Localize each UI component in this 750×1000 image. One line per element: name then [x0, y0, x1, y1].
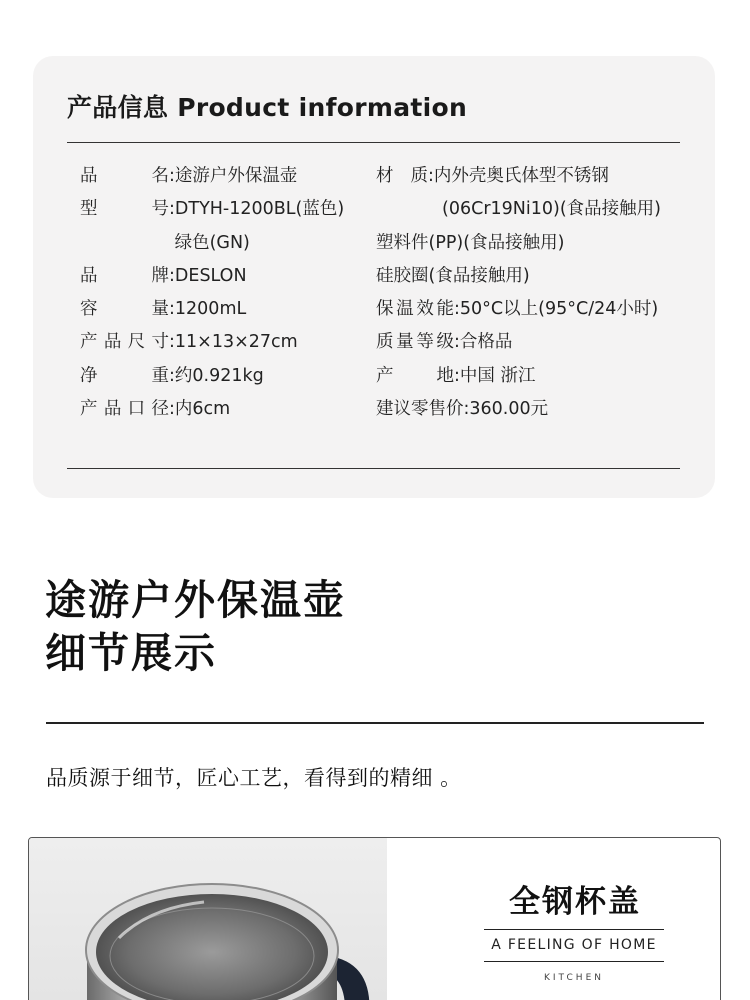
spec-label: 产地	[376, 365, 454, 386]
spec-value: DESLON	[174, 265, 247, 286]
spec-value: DTYH-1200BL(蓝色)	[174, 199, 345, 220]
spec-row: 材质:内外壳奥氏体型不锈钢	[376, 160, 661, 193]
spec-label: 型号	[80, 199, 169, 220]
spec-label: 材质	[376, 166, 428, 186]
spec-row	[80, 227, 344, 260]
spec-label: 净重	[80, 365, 169, 386]
spec-row: 建议零售价:360.00元	[376, 399, 549, 420]
spec-label: 质量等级	[376, 332, 454, 353]
spec-value: 塑料件(PP)(食品接触用)	[376, 232, 565, 253]
spec-row: 净重:约0.921kg	[80, 360, 344, 393]
spec-value: 合格品	[459, 332, 513, 353]
spec-row	[376, 260, 661, 293]
spec-label: 品名	[80, 166, 169, 186]
spec-value: 硅胶圈(食品接触用)	[376, 265, 530, 286]
spec-label: 容量	[80, 299, 169, 320]
detail-tagline: 品质源于细节，匠心工艺，看得到的精细 。	[46, 766, 462, 790]
spec-value: 内外壳奥氏体型不锈钢	[433, 166, 609, 186]
stainless-cup-icon	[29, 838, 387, 1000]
spec-value: 途游户外保温壶	[174, 166, 298, 186]
info-top-divider	[67, 142, 680, 143]
spec-row: 产品尺寸:11×13×27cm	[80, 326, 344, 359]
spec-column-right	[376, 160, 661, 426]
info-bottom-divider	[67, 468, 680, 469]
spec-row: 型号:DTYH-1200BL(蓝色)	[80, 193, 344, 226]
spec-row	[376, 193, 661, 226]
spec-value: 1200mL	[174, 299, 247, 320]
spec-label: 建议零售价	[376, 399, 464, 420]
spec-row: 品牌:DESLON	[80, 260, 344, 293]
detail-title-line-1: 途游户外保温壶	[45, 576, 346, 624]
spec-column-left	[80, 160, 344, 426]
spec-row: 品名:途游户外保温壶	[80, 160, 344, 193]
spec-value: 360.00元	[469, 399, 549, 420]
feature-divider-bottom	[484, 961, 664, 962]
spec-row: 容量:1200mL	[80, 293, 344, 326]
spec-row	[376, 227, 661, 260]
spec-label: 产品尺寸	[80, 332, 169, 353]
spec-value: 50°C以上(95°C/24小时)	[459, 299, 659, 320]
feature-divider-top	[484, 929, 664, 930]
feature-title: 全钢杯盖	[509, 884, 641, 920]
spec-row: 质量等级:合格品	[376, 326, 661, 359]
cup-lid-photo	[29, 838, 387, 1000]
spec-value: 内6cm	[174, 399, 231, 420]
spec-row: 产品口径:内6cm	[80, 393, 344, 426]
feature-caption: KITCHEN	[544, 973, 604, 983]
spec-label: 品牌	[80, 265, 169, 286]
detail-title-line-2: 细节展示	[45, 629, 217, 677]
detail-divider	[46, 722, 704, 724]
detail-section-title	[45, 574, 346, 680]
spec-value: 约0.921kg	[174, 365, 264, 386]
product-info-card	[33, 56, 715, 498]
feature-subtitle: A FEELING OF HOME	[491, 937, 657, 953]
spec-value: 中国 浙江	[459, 365, 536, 386]
spec-label: 保温效能	[376, 299, 454, 320]
spec-value: (06Cr19Ni10)(食品接触用)	[442, 199, 661, 220]
spec-value: 11×13×27cm	[174, 332, 298, 353]
spec-value: 绿色(GN)	[174, 232, 250, 253]
product-info-title: 产品信息 Product information	[67, 93, 468, 122]
spec-row: 产地:中国 浙江	[376, 360, 661, 393]
spec-label: 产品口径	[80, 399, 169, 420]
spec-row: 保温效能:50°C以上(95°C/24小时)	[376, 293, 661, 326]
